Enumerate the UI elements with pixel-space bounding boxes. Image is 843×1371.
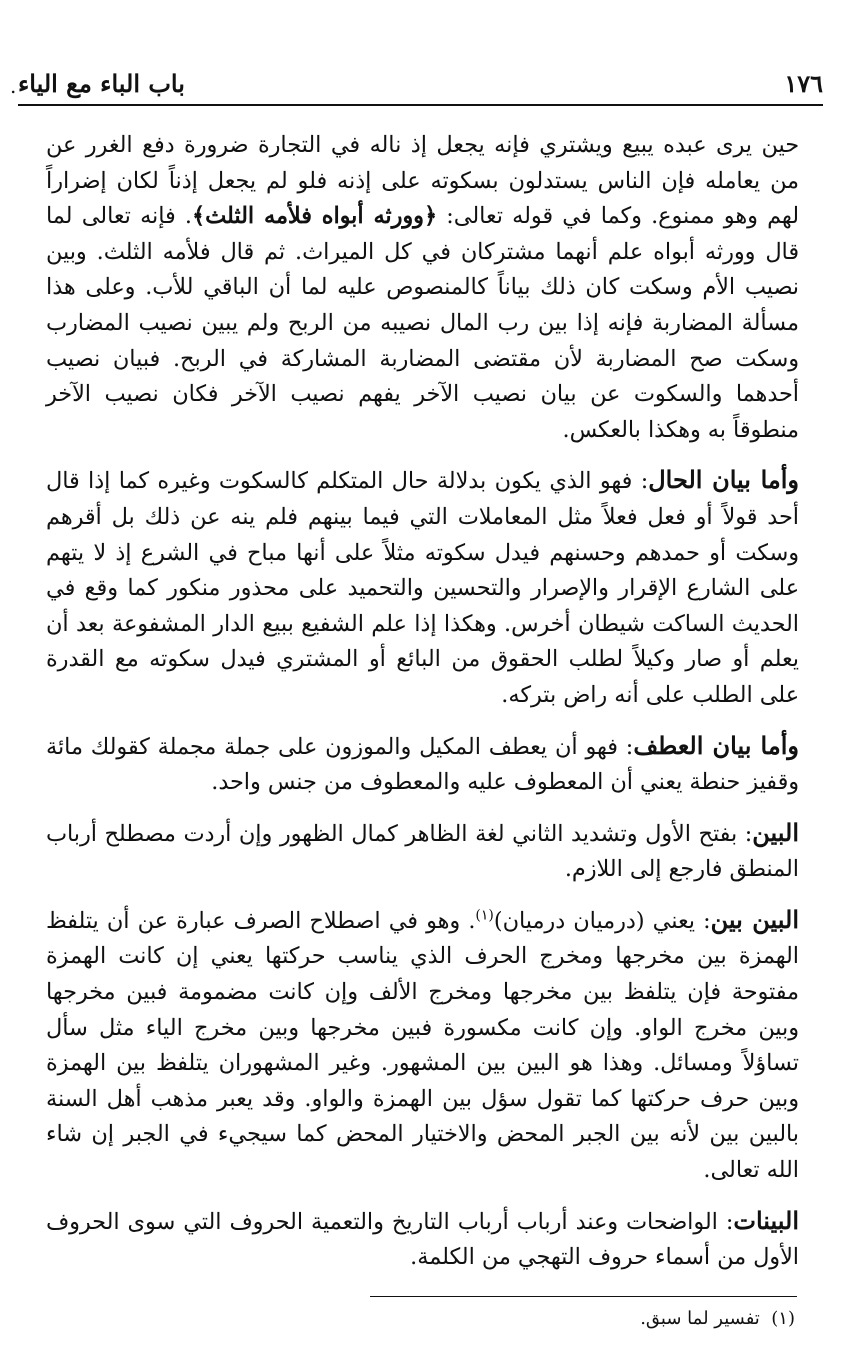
- footnote-text: تفسير لما سبق.: [640, 1308, 760, 1329]
- paragraph-bayyin-text: : بفتح الأول وتشديد الثاني لغة الظاهر كمال الظهور وإن أردت مصطلح أرباب المنطق فارجع إلى اللازم.: [46, 820, 799, 883]
- paragraph-1: [46, 128, 799, 448]
- paragraph-bayna-bayna-text-b: . وهو في اصطلاح الصرف عبارة عن أن يتلفظ الهمزة بين مخرجها ومخرج الحرف الذي يناسب حركتها يعني إن كانت الهمزة مفتوحة فإن يتلفظ بين مخرجها ومخرج الألف وإن كانت مضمومة فبين مخرجها وبين مخرج الواو. وإن كانت مكسورة فبين مخرجها وبين مخرج الياء مثل سأل تساؤلاً ومسائل. وهذا هو البين بين المشهور. وغير المشهوران يتلفظ بين الهمزة وبين حرف حركتها كما تقول سؤل بين الهمزة والواو. وقد يعبر مذهب أهل السنة بالبين بين لأنه بين الجبر المحض والاختيار المحض كما سيجيء في الجبر إن شاء الله تعالى.: [46, 907, 799, 1184]
- paragraph-bayyinat-text: : الواضحات وعند أرباب أرباب التاريخ والتعمية الحروف التي سوى الحروف الأول من أسماء حروف التهجي من الكلمة.: [46, 1208, 799, 1271]
- page-number: ١٧٦: [784, 69, 823, 98]
- paragraph-bayan-atf: [46, 728, 799, 801]
- chapter-title: باب الباء مع الياء: [18, 69, 185, 98]
- page-header: [10, 66, 823, 106]
- body-text: [46, 128, 799, 1290]
- paragraph-bayan-atf-text: : فهو أن يعطف المكيل والموزون على جملة مجملة كقولك مائة وقفيز حنطة يعني أن المعطوف عليه والمعطوف من جنس واحد.: [46, 733, 799, 796]
- paragraph-bayan-hal-text: : فهو الذي يكون بدلالة حال المتكلم كالسكوت وغيره كما إذا قال أحد قولاً أو فعل فعلاً مثل المعاملات التي فيما بينهم فلم ينه عن ذلك بل أقرهم وسكت أو حمدهم وحسنهم فيدل سكوته مثلاً على أنها مباح في الشرع إذ لا يتهم على الشارع الإقرار والإصرار والتحسين والتحميد على محذور منكور كما وقع في الحديث الساكت شيطان أخرس. وهكذا إذا علم الشفيع ببيع الدار المشفوعة بعد أن يعلم أو صار وكيلاً لطلب الحقوق من البائع أو المشتري فيدل سكوته مع القدرة على الطلب على أنه راض بتركه.: [46, 468, 799, 708]
- paragraph-1-text: حين يرى عبده يبيع ويشتري فإنه يجعل إذ ناله في التجارة ضرورة دفع الغرر عن من يعامله فإن الناس يستدلون بسكوته على إذنه فلو لم يجعل إذناً لكان إضراراً لهم وهو ممنوع. وكما في قوله تعالى:: [46, 132, 799, 230]
- term-bayna-bayna: البين بين: [710, 904, 799, 934]
- footnote: [46, 1306, 795, 1332]
- term-bayyin: البين: [752, 817, 799, 847]
- paragraph-bayyinat: [46, 1203, 799, 1276]
- term-bayan-hal: وأما بيان الحال: [648, 465, 800, 495]
- margin-dot: .: [10, 74, 17, 98]
- paragraph-bayna-bayna-text-a: : يعني (درميان درميان): [493, 907, 711, 934]
- paragraph-bayyin: [46, 815, 799, 888]
- footnote-reference: (١): [475, 907, 494, 924]
- quran-quote: ﴿وورثه أبواه فلأمه الثلث﴾: [192, 203, 438, 230]
- paragraph-1-rest: . فإنه تعالى لما قال وورثه أبواه علم أنهما مشتركان في كل الميراث. ثم قال فلأمه الثلث. وبين نصيب الأم وسكت كان ذلك بياناً كالمنصوص عليه لما أن الباقي للأب. وعلى هذا مسألة المضاربة فإنه إذا بين رب المال نصيبه من الربح ولم يبين نصيب المضارب وسكت صح المضاربة لأن مقتضى المضاربة المشاركة في الربح. فبيان نصيب أحدهما والسكوت عن بيان نصيب الآخر يفهم نصيب الآخر فكان نصيب الآخر منطوقاً به وهكذا بالعكس.: [46, 203, 799, 443]
- footnote-divider: [370, 1296, 797, 1297]
- footnote-mark: (١): [771, 1308, 795, 1329]
- term-bayyinat: البينات: [733, 1205, 799, 1235]
- paragraph-bayan-hal: [46, 462, 799, 713]
- term-bayan-atf: وأما بيان العطف: [633, 730, 799, 760]
- paragraph-bayna-bayna: [46, 902, 799, 1189]
